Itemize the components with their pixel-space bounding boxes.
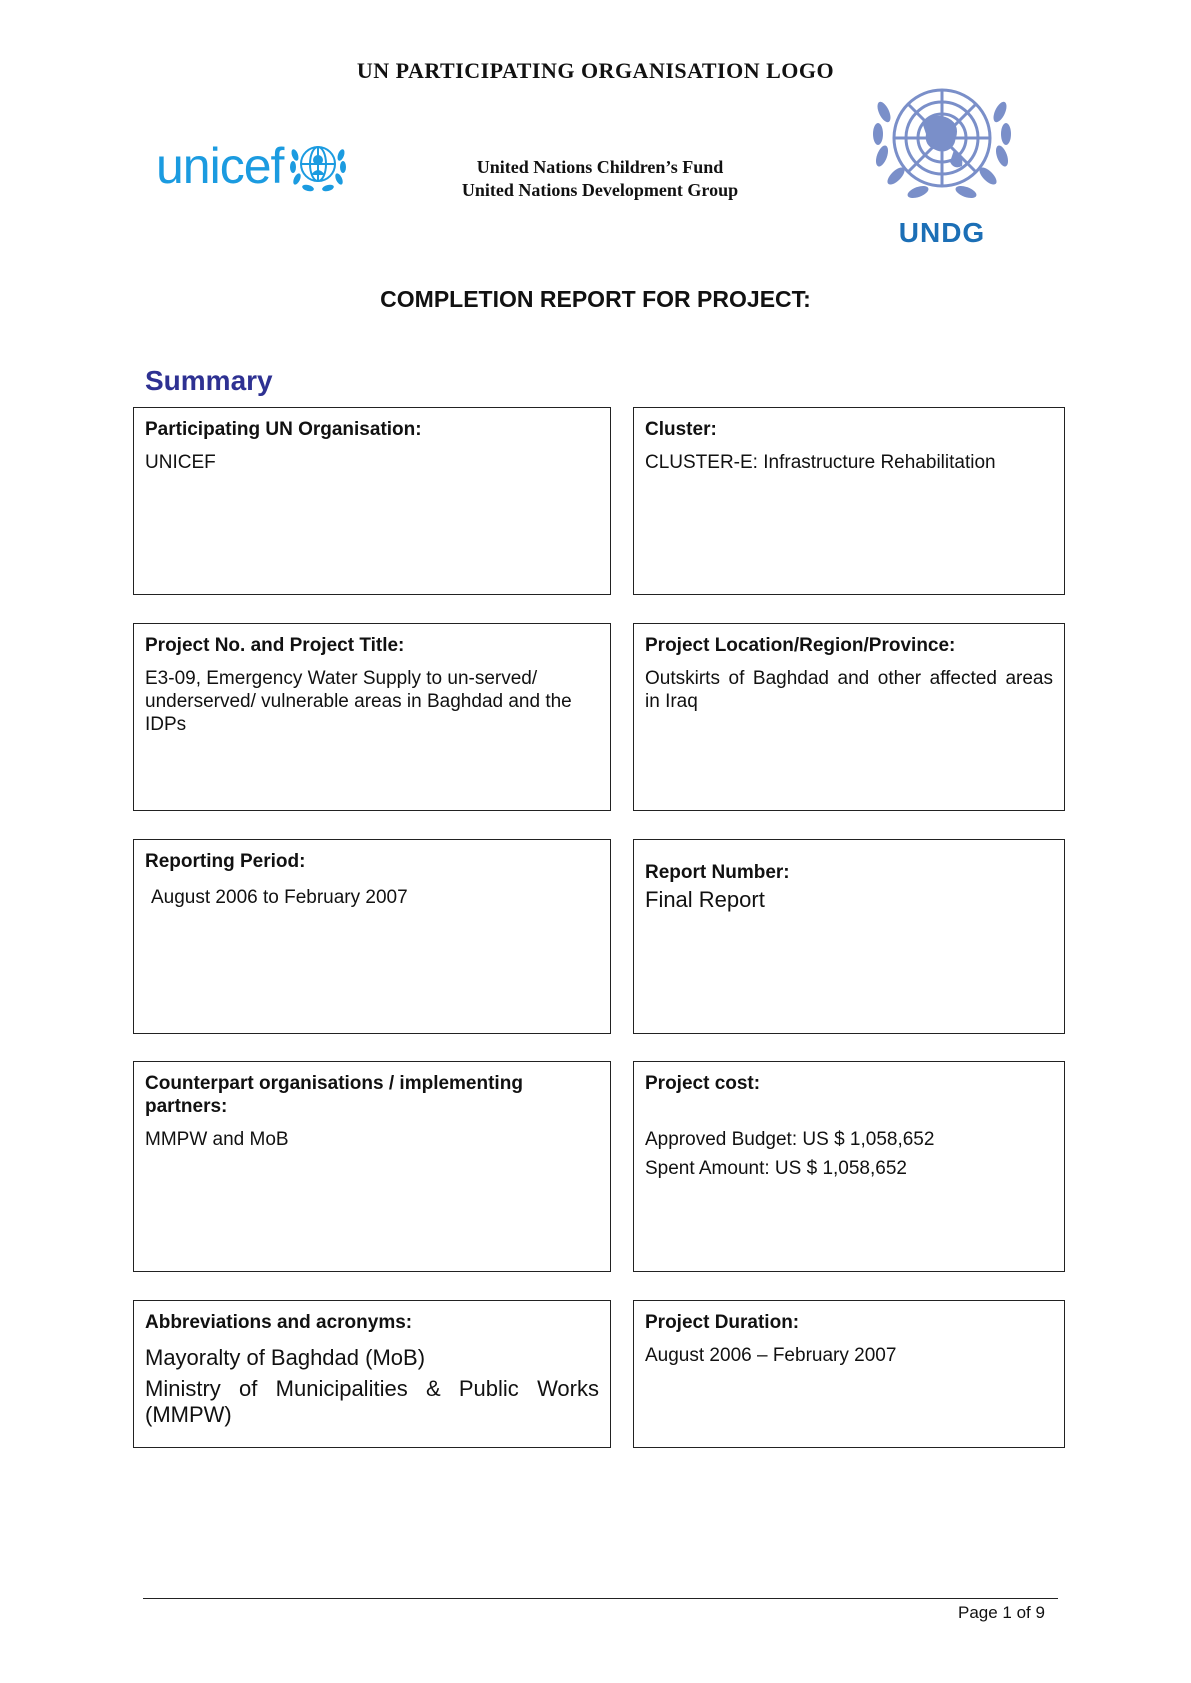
field-box-counterparts [133, 1061, 611, 1272]
field-value: CLUSTER-E: Infrastructure Rehabilitation [645, 452, 996, 473]
field-box-reporting-period [133, 839, 611, 1034]
field-box-report-number [633, 839, 1065, 1034]
field-box-abbreviations [133, 1300, 611, 1448]
field-box-cluster [633, 407, 1065, 595]
abbreviation-item: Mayoralty of Baghdad (MoB) [145, 1345, 426, 1370]
org-name-unicef: United Nations Children’s Fund [476, 157, 724, 177]
field-value: Final Report [645, 887, 765, 912]
abbreviation-item: Ministry of Municipalities & Public Works (MMPW) [145, 1376, 599, 1427]
undg-wordmark: UNDG [898, 217, 986, 248]
field-label: Project No. and Project Title: [145, 635, 405, 656]
approved-budget: Approved Budget: US $ 1,058,652 [645, 1129, 935, 1150]
field-label: Reporting Period: [145, 851, 306, 872]
field-label: Project Duration: [645, 1312, 800, 1333]
field-box-duration [633, 1300, 1065, 1448]
field-box-organisation [133, 407, 611, 595]
field-box-location [633, 623, 1065, 811]
field-value: E3-09, Emergency Water Supply to un-served/ underserved/ vulnerable areas in Baghdad and the IDPs [145, 668, 572, 735]
field-label: Project cost: [645, 1073, 761, 1094]
org-name-undg: United Nations Development Group [461, 180, 739, 200]
field-label: Abbreviations and acronyms: [145, 1312, 413, 1333]
field-value: UNICEF [145, 452, 216, 473]
organisation-names [400, 156, 800, 202]
field-label: Counterpart organisations / implementing partners: [145, 1073, 523, 1117]
field-value: August 2006 to February 2007 [151, 887, 408, 908]
page-number: Page 1 of 9 [958, 1603, 1045, 1622]
spent-amount: Spent Amount: US $ 1,058,652 [645, 1158, 907, 1179]
field-value: August 2006 – February 2007 [645, 1345, 897, 1366]
unicef-logo [156, 135, 349, 197]
section-heading-summary: Summary [145, 365, 273, 396]
document-title: COMPLETION REPORT FOR PROJECT: [380, 286, 811, 312]
field-box-project-cost [633, 1061, 1065, 1272]
undg-logo [862, 72, 1022, 249]
field-label: Report Number: [645, 862, 790, 883]
field-value: MMPW and MoB [145, 1129, 289, 1150]
field-box-project-title [133, 623, 611, 811]
field-label: Participating UN Organisation: [145, 419, 422, 440]
unicef-emblem-icon [287, 135, 349, 197]
footer-divider [143, 1598, 1058, 1599]
field-label: Cluster: [645, 419, 717, 440]
un-emblem-icon [862, 72, 1022, 212]
field-label: Project Location/Region/Province: [645, 635, 956, 656]
logo-header-title: UN PARTICIPATING ORGANISATION LOGO [356, 58, 835, 83]
field-value: Outskirts of Baghdad and other affected areas in Iraq [645, 668, 1053, 712]
unicef-wordmark: unicef [156, 138, 284, 194]
